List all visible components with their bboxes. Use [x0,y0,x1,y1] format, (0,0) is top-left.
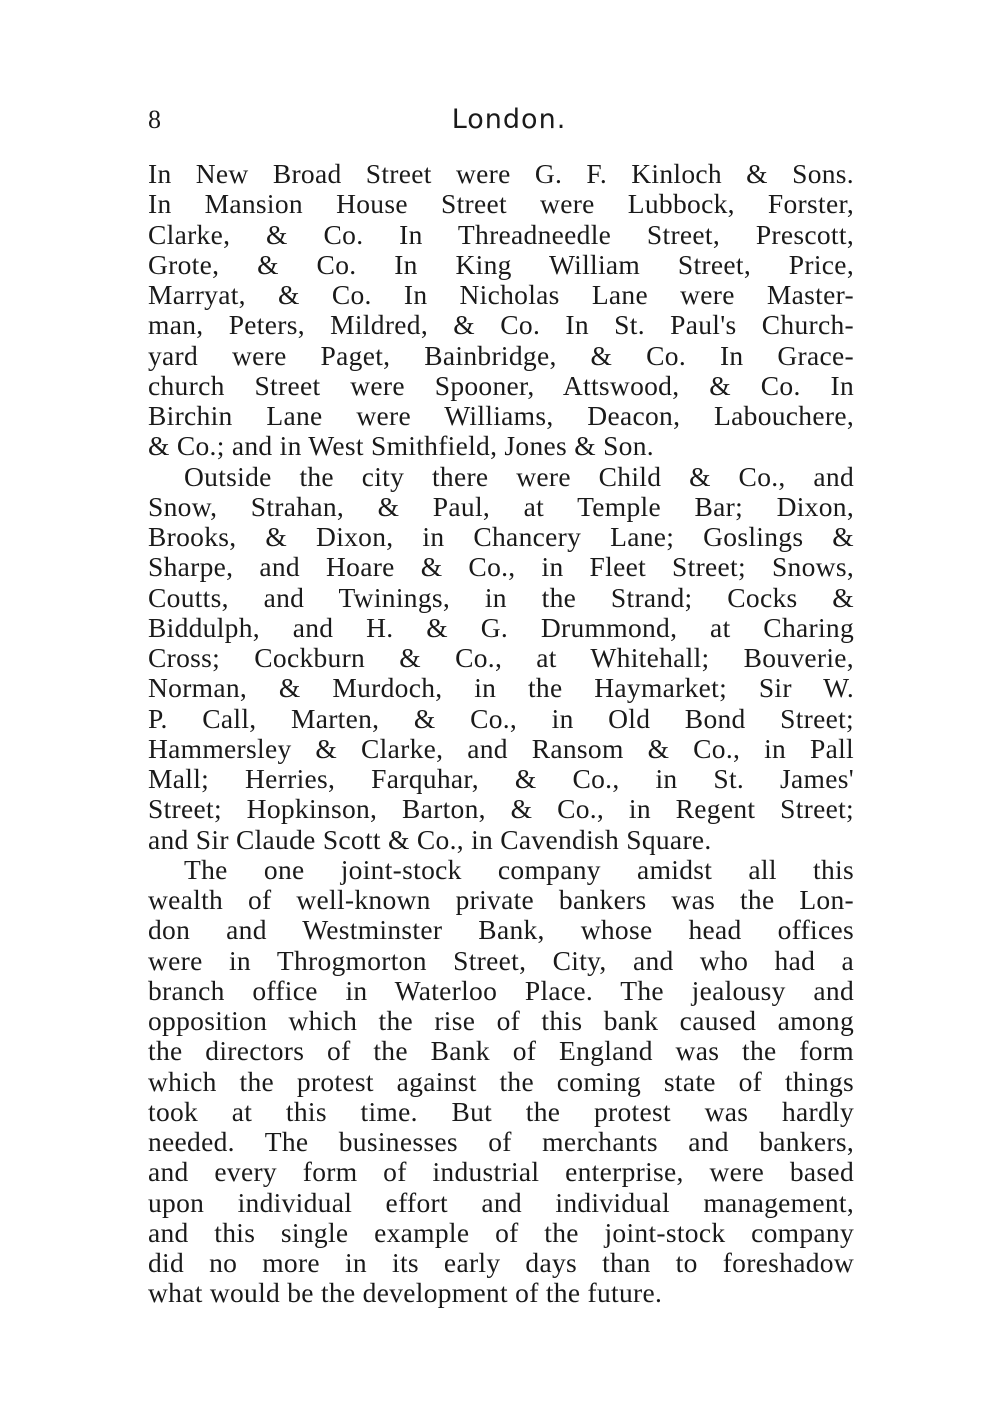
page-number: 8 [148,105,161,134]
paragraph [148,855,854,1309]
text-line: and this single example of the joint-stock company [148,1216,854,1248]
text-line: branch office in Waterloo Place. The jealousy and [148,974,854,1006]
text-line: Snow, Strahan, & Paul, at Temple Bar; Dixon, [148,490,854,522]
text-line: P. Call, Marten, & Co., in Old Bond Street; [148,702,854,734]
text-line: man, Peters, Mildred, & Co. In St. Paul's Church- [148,309,854,341]
text-line: and every form of industrial enterprise, were based [148,1156,854,1188]
text-line: Sharpe, and Hoare & Co., in Fleet Street; Snows, [148,551,854,583]
text-line: were in Throgmorton Street, City, and who had a [148,944,854,976]
text-line: did no more in its early days than to foreshadow [148,1247,854,1278]
text-line: Street; Hopkinson, Barton, & Co., in Regent Street; [148,793,854,825]
text-line: In Mansion House Street were Lubbock, Forster, [148,188,854,220]
text-line: Coutts, and Twinings, in the Strand; Cocks & [148,581,854,613]
text-line: wealth of well-known private bankers was the Lon- [148,884,854,915]
text-line: opposition which the rise of this bank caused among [148,1005,854,1036]
text-line: what would be the development of the future. [148,1277,663,1309]
text-line: and Sir Claude Scott & Co., in Cavendish Square. [148,823,712,855]
text-line: upon individual effort and individual management, [148,1186,854,1218]
text-line: Marryat, & Co. In Nicholas Lane were Master- [148,279,854,310]
running-head [148,100,854,140]
text-line: don and Westminster Bank, whose head offices [148,914,854,946]
text-line: Grote, & Co. In King William Street, Price, [148,248,854,280]
text-line: church Street were Spooner, Attswood, & Co. In [148,369,854,401]
text-line: The one joint-stock company amidst all this [184,853,854,885]
text-line: Hammersley & Clarke, and Ransom & Co., in Pall [148,732,854,764]
body-text [148,159,854,1309]
text-line: Norman, & Murdoch, in the Haymarket; Sir W. [148,672,854,704]
text-line: Cross; Cockburn & Co., at Whitehall; Bouverie, [148,642,854,673]
text-line: needed. The businesses of merchants and bankers, [148,1126,854,1157]
text-line: Clarke, & Co. In Threadneedle Street, Prescott, [148,218,854,250]
text-line: Brooks, & Dixon, in Chancery Lane; Goslings & [148,521,854,552]
text-line: yard were Paget, Bainbridge, & Co. In Grace- [148,339,854,371]
text-line: the directors of the Bank of England was the form [148,1035,854,1067]
text-line: Outside the city there were Child & Co., and [184,460,854,492]
text-line: took at this time. But the protest was hardly [148,1095,854,1127]
paragraph [148,462,854,855]
text-line: Biddulph, and H. & G. Drummond, at Charing [148,611,854,643]
text-line: Birchin Lane were Williams, Deacon, Labouchere, [148,400,854,431]
text-line: Mall; Herries, Farquhar, & Co., in St. James' [148,763,854,794]
paragraph [148,159,854,462]
running-title: London. [451,104,567,135]
text-line: & Co.; and in West Smithfield, Jones & Son. [148,430,654,462]
text-line: which the protest against the coming state of things [148,1065,854,1097]
text-line: In New Broad Street were G. F. Kinloch & Sons. [148,158,854,189]
